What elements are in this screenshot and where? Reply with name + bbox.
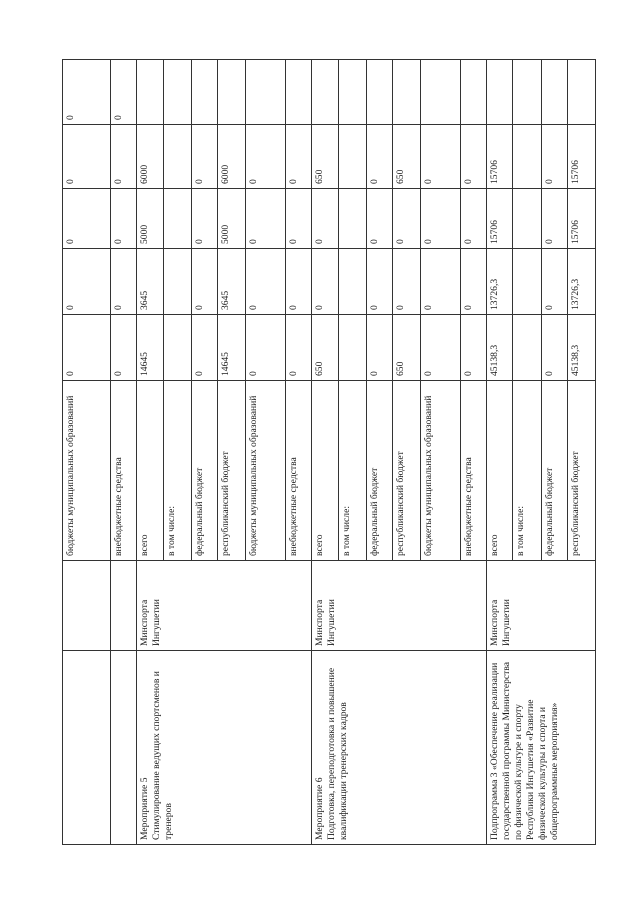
funding-source-cell: всего bbox=[137, 381, 163, 561]
value-cell: 0 bbox=[366, 249, 392, 315]
funding-source-cell: республиканский бюджет bbox=[392, 381, 420, 561]
value-cell bbox=[163, 189, 191, 249]
funding-source-cell: внебюджетные средства bbox=[286, 381, 312, 561]
value-cell bbox=[513, 125, 541, 189]
value-cell: 6000 bbox=[217, 125, 245, 189]
value-cell: 0 bbox=[461, 249, 487, 315]
value-cell: 0 bbox=[420, 315, 460, 381]
funding-source-cell: в том числе: bbox=[163, 381, 191, 561]
value-cell: 0 bbox=[191, 249, 217, 315]
value-cell: 13726,3 bbox=[487, 249, 513, 315]
value-cell: 0 bbox=[191, 189, 217, 249]
value-cell bbox=[338, 60, 366, 125]
subprogram-title-cell: Подпрограмма 3 «Обеспечение реализации государственной программы Министерства по физической культуре и спорту Республики Ингушетия «Развитие физической культуры и спорта и общепрограммные мероприятия» bbox=[487, 651, 596, 845]
value-cell: 0 bbox=[420, 189, 460, 249]
executor-cell: Минспорта Ингушетии bbox=[487, 561, 596, 651]
empty-cell bbox=[111, 651, 137, 845]
value-cell: 0 bbox=[461, 125, 487, 189]
value-cell bbox=[191, 60, 217, 125]
funding-source-cell: федеральный бюджет bbox=[366, 381, 392, 561]
empty-cell bbox=[63, 561, 111, 651]
value-cell: 0 bbox=[111, 249, 137, 315]
funding-source-cell: бюджеты муниципальных образований bbox=[420, 381, 460, 561]
value-cell: 650 bbox=[392, 125, 420, 189]
value-cell bbox=[338, 249, 366, 315]
value-cell: 0 bbox=[246, 189, 286, 249]
value-cell: 45138,3 bbox=[567, 315, 595, 381]
value-cell: 15706 bbox=[487, 189, 513, 249]
value-cell bbox=[420, 60, 460, 125]
value-cell: 45138,3 bbox=[487, 315, 513, 381]
value-cell: 0 bbox=[461, 189, 487, 249]
value-cell: 0 bbox=[541, 315, 567, 381]
funding-source-cell: федеральный бюджет bbox=[541, 381, 567, 561]
value-cell bbox=[137, 60, 163, 125]
budget-table bbox=[62, 59, 596, 845]
value-cell: 0 bbox=[286, 125, 312, 189]
value-cell: 0 bbox=[286, 189, 312, 249]
value-cell: 0 bbox=[366, 125, 392, 189]
funding-source-cell: в том числе: bbox=[513, 381, 541, 561]
value-cell bbox=[217, 60, 245, 125]
value-cell: 650 bbox=[312, 125, 338, 189]
value-cell bbox=[513, 189, 541, 249]
funding-source-cell: в том числе: bbox=[338, 381, 366, 561]
value-cell bbox=[487, 60, 513, 125]
value-cell: 0 bbox=[111, 315, 137, 381]
table-row bbox=[137, 60, 163, 845]
value-cell bbox=[163, 315, 191, 381]
value-cell: 0 bbox=[286, 249, 312, 315]
value-cell bbox=[567, 60, 595, 125]
value-cell: 650 bbox=[312, 315, 338, 381]
rotated-page bbox=[62, 60, 596, 845]
value-cell: 0 bbox=[63, 60, 111, 125]
value-cell: 15706 bbox=[487, 125, 513, 189]
value-cell: 15706 bbox=[567, 125, 595, 189]
funding-source-cell: республиканский бюджет bbox=[217, 381, 245, 561]
value-cell: 0 bbox=[191, 315, 217, 381]
value-cell: 0 bbox=[541, 125, 567, 189]
budget-table-body bbox=[63, 60, 596, 845]
funding-source-cell: внебюджетные средства bbox=[111, 381, 137, 561]
value-cell bbox=[163, 60, 191, 125]
funding-source-cell: бюджеты муниципальных образований bbox=[246, 381, 286, 561]
value-cell: 650 bbox=[392, 315, 420, 381]
empty-cell bbox=[111, 561, 137, 651]
value-cell: 0 bbox=[366, 189, 392, 249]
value-cell bbox=[312, 60, 338, 125]
value-cell bbox=[163, 125, 191, 189]
funding-source-cell: всего bbox=[312, 381, 338, 561]
value-cell bbox=[392, 60, 420, 125]
value-cell: 0 bbox=[111, 60, 137, 125]
value-cell: 3645 bbox=[137, 249, 163, 315]
value-cell: 0 bbox=[286, 315, 312, 381]
value-cell: 5000 bbox=[217, 189, 245, 249]
value-cell: 0 bbox=[420, 249, 460, 315]
value-cell: 0 bbox=[191, 125, 217, 189]
value-cell: 0 bbox=[246, 125, 286, 189]
funding-source-cell: внебюджетные средства bbox=[461, 381, 487, 561]
value-cell: 13726,3 bbox=[567, 249, 595, 315]
value-cell: 0 bbox=[312, 249, 338, 315]
value-cell bbox=[246, 60, 286, 125]
value-cell: 14645 bbox=[217, 315, 245, 381]
value-cell bbox=[163, 249, 191, 315]
value-cell: 0 bbox=[461, 315, 487, 381]
value-cell bbox=[461, 60, 487, 125]
value-cell bbox=[366, 60, 392, 125]
value-cell: 0 bbox=[63, 125, 111, 189]
value-cell: 0 bbox=[246, 249, 286, 315]
value-cell bbox=[338, 189, 366, 249]
value-cell: 0 bbox=[366, 315, 392, 381]
value-cell: 0 bbox=[111, 125, 137, 189]
executor-cell: Минспорта Ингушетии bbox=[137, 561, 312, 651]
funding-source-cell: республиканский бюджет bbox=[567, 381, 595, 561]
value-cell bbox=[513, 249, 541, 315]
value-cell: 5000 bbox=[137, 189, 163, 249]
value-cell bbox=[541, 60, 567, 125]
value-cell bbox=[338, 315, 366, 381]
value-cell bbox=[338, 125, 366, 189]
empty-cell bbox=[63, 651, 111, 845]
value-cell: 0 bbox=[111, 189, 137, 249]
value-cell: 0 bbox=[392, 249, 420, 315]
value-cell: 0 bbox=[420, 125, 460, 189]
value-cell: 0 bbox=[246, 315, 286, 381]
value-cell: 6000 bbox=[137, 125, 163, 189]
value-cell bbox=[286, 60, 312, 125]
table-row bbox=[487, 60, 513, 845]
executor-cell: Минспорта Ингушетии bbox=[312, 561, 487, 651]
value-cell: 14645 bbox=[137, 315, 163, 381]
value-cell: 0 bbox=[392, 189, 420, 249]
value-cell: 0 bbox=[63, 189, 111, 249]
table-row bbox=[312, 60, 338, 845]
funding-source-cell: всего bbox=[487, 381, 513, 561]
value-cell: 0 bbox=[312, 189, 338, 249]
value-cell: 0 bbox=[541, 249, 567, 315]
value-cell: 0 bbox=[63, 315, 111, 381]
value-cell: 0 bbox=[63, 249, 111, 315]
table-row bbox=[111, 60, 137, 845]
value-cell: 3645 bbox=[217, 249, 245, 315]
table-row bbox=[63, 60, 111, 845]
measure-title-cell: Мероприятие 5 Стимулирование ведущих спортсменов и тренеров bbox=[137, 651, 312, 845]
measure-title-cell: Мероприятие 6 Подготовка, переподготовка и повышение квалификации тренерских кадров bbox=[312, 651, 487, 845]
value-cell bbox=[513, 315, 541, 381]
value-cell bbox=[513, 60, 541, 125]
value-cell: 15706 bbox=[567, 189, 595, 249]
value-cell: 0 bbox=[541, 189, 567, 249]
funding-source-cell: бюджеты муниципальных образований bbox=[63, 381, 111, 561]
funding-source-cell: федеральный бюджет bbox=[191, 381, 217, 561]
